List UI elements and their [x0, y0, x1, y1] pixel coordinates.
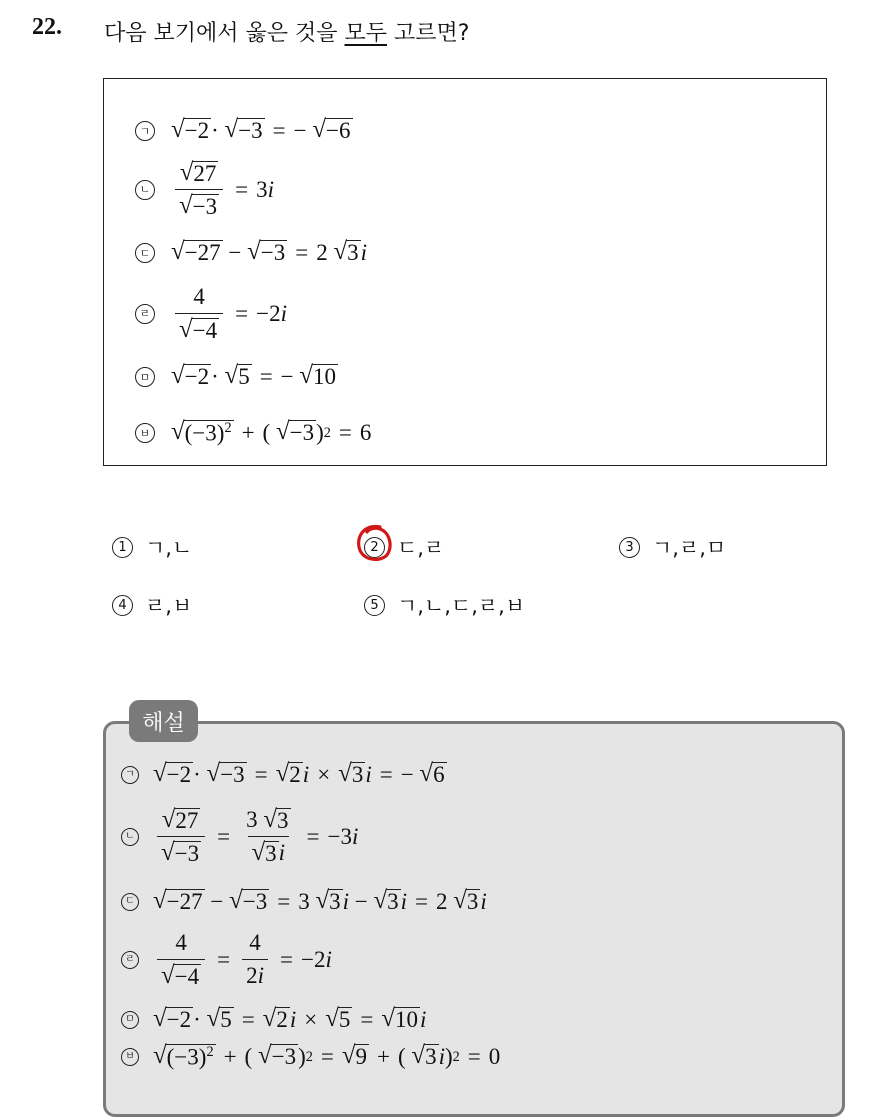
- explanation-label: ㅁ: [121, 1011, 139, 1029]
- statement-label: ㄴ: [135, 180, 155, 200]
- explanation-label: ㄱ: [121, 766, 139, 784]
- choice-2[interactable]: [364, 532, 444, 562]
- explanation-expression: 4 √ −4 = $\frac{4}{2i}$ = −2 i: [153, 930, 332, 989]
- statement-expression: √ −2 · √ −3 = − √ −6: [171, 116, 351, 144]
- statement-expression: √ 27 √ −3 = 3 i: [171, 160, 274, 219]
- explanation-expression: √ $(-3)^2$ + ( √ −3 ) 2 = √ 9 + ( √ 3 i ) 2 = 0: [153, 1042, 501, 1070]
- choice-5[interactable]: [364, 590, 525, 620]
- statement-expression: √ −2 · √ 5 = − √ 10: [171, 362, 337, 390]
- choice-labels: ㄷ,ㄹ: [397, 536, 445, 560]
- statement-expression: √ $(-3)^2$ + ( √ −3 ) 2 = 6: [171, 418, 372, 446]
- choice-number: 2: [364, 537, 385, 558]
- choice-labels: ㄱ,ㄴ,ㄷ,ㄹ,ㅂ: [397, 594, 526, 618]
- choice-number: 4: [112, 595, 133, 616]
- question-text: [104, 16, 469, 47]
- statement-label: ㄹ: [135, 304, 155, 324]
- statement-6: [135, 420, 371, 446]
- choice-4[interactable]: [112, 590, 192, 620]
- explanation-expression: √ 27 √ −3 = 3 √ 3 √ 3 i = −3 i: [153, 807, 358, 866]
- explanation-tab: 해설: [129, 700, 198, 742]
- statement-label: ㄷ: [135, 243, 155, 263]
- choice-number: 3: [619, 537, 640, 558]
- question-text-underline: 모두: [344, 21, 388, 46]
- statement-5: [135, 364, 338, 390]
- choice-labels: ㄱ,ㄴ: [145, 536, 193, 560]
- explanation-line-3: [121, 889, 487, 915]
- statement-expression: √ −27 − √ −3 = 2 √ 3 i: [171, 238, 367, 266]
- choice-3[interactable]: [619, 532, 726, 562]
- statement-3: [135, 240, 367, 266]
- question-text-before: 다음 보기에서 옳은 것을: [104, 21, 345, 46]
- choice-1[interactable]: [112, 532, 192, 562]
- statement-expression: 4 √ −4 = −2 i: [171, 284, 287, 343]
- explanation-expression: √ −2 · √ −3 = √ 2 i × √ 3 i = − √ 6: [153, 760, 445, 788]
- statement-label: ㄱ: [135, 121, 155, 141]
- choice-labels: ㄱ,ㄹ,ㅁ: [652, 536, 727, 560]
- explanation-line-6: [121, 1044, 500, 1070]
- statement-4: [135, 284, 287, 343]
- statement-label: ㅂ: [135, 423, 155, 443]
- choice-labels: ㄹ,ㅂ: [145, 594, 193, 618]
- explanation-label: ㄷ: [121, 893, 139, 911]
- statement-1: [135, 118, 353, 144]
- explanation-line-4: [121, 930, 332, 989]
- explanation-line-1: [121, 762, 447, 788]
- choice-number: 5: [364, 595, 385, 616]
- question-text-after: 고르면?: [387, 21, 470, 46]
- choice-number: 1: [112, 537, 133, 558]
- explanation-line-2: [121, 807, 358, 866]
- explanation-line-5: [121, 1007, 426, 1033]
- explanation-label: ㅂ: [121, 1048, 139, 1066]
- explanation-expression: √ −27 − √ −3 = 3 √ 3 i − √ 3 i = 2 √ 3 i: [153, 887, 487, 915]
- question-number: 22.: [32, 14, 62, 40]
- statement-label: ㅁ: [135, 367, 155, 387]
- explanation-label: ㄴ: [121, 828, 139, 846]
- statement-2: [135, 160, 274, 219]
- explanation-label: ㄹ: [121, 951, 139, 969]
- explanation-expression: √ −2 · √ 5 = √ 2 i × √ 5 = √ 10 i: [153, 1005, 427, 1033]
